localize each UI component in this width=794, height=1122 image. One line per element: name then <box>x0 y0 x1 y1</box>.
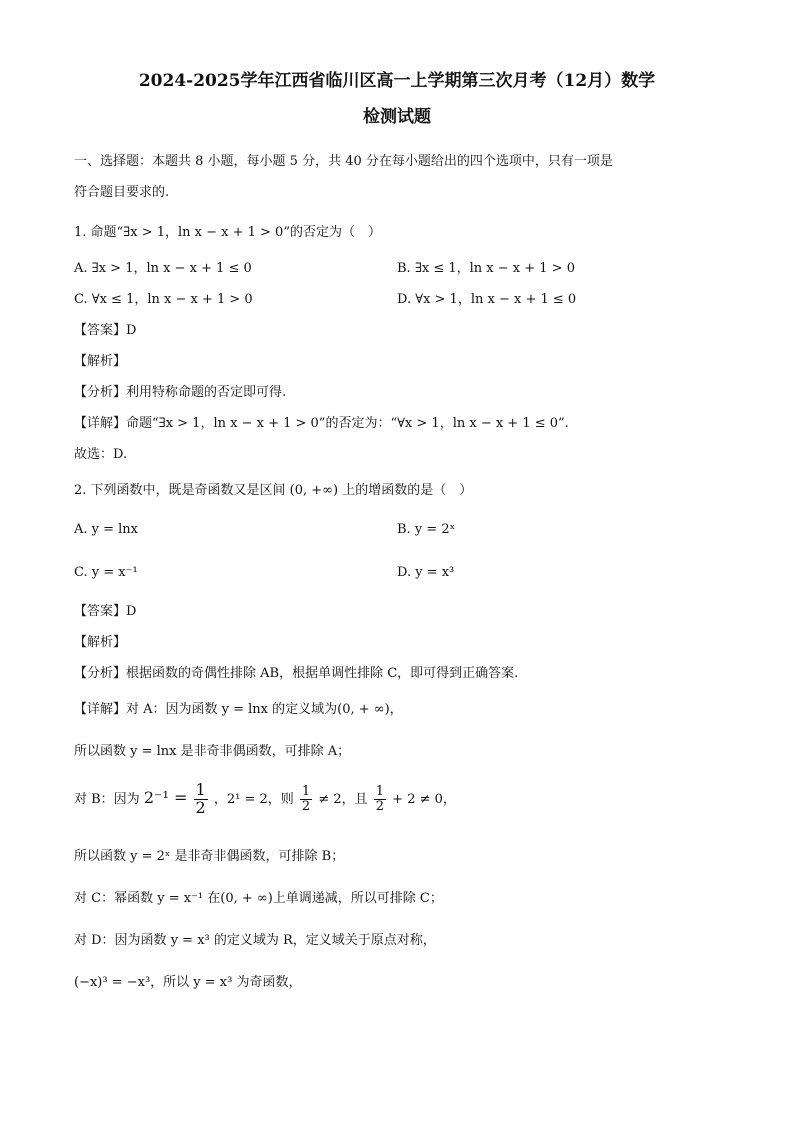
fraction-one-half-3 <box>374 785 386 813</box>
q2-stem: 2. 下列函数中，既是奇函数又是区间 (0, +∞) 上的增函数的是（ ） <box>74 483 473 498</box>
doc-title-line2: 检测试题 <box>363 107 431 127</box>
q1-guxuan: 故选：D. <box>74 447 128 462</box>
b-power: 2⁻¹ = <box>143 787 188 807</box>
q1-option-a: A. ∃x > 1，ln x − x + 1 ≤ 0 <box>74 261 252 276</box>
q1-option-b: B. ∃x ≤ 1，ln x − x + 1 > 0 <box>397 261 575 276</box>
q1-fenxi: 【分析】利用特称命题的否定即可得. <box>74 385 287 400</box>
q2-jiexi: 【解析】 <box>74 635 127 650</box>
q2-xiangjie-b <box>74 782 456 817</box>
q2-xiangjie-d1: 对 D：因为函数 y = x³ 的定义域为 R，定义域关于原点对称， <box>74 933 436 948</box>
q2-xiangjie-a: 【详解】对 A：因为函数 y = lnx 的定义域为(0, + ∞)， <box>74 702 403 717</box>
doc-title-line1: 2024-2025学年江西省临川区高一上学期第三次月考（12月）数学 <box>138 71 656 91</box>
b-prefix: 对 B：因为 <box>74 791 140 807</box>
q2-xiangjie-b2: 所以函数 y = 2ˣ 是非奇非偶函数，可排除 B； <box>74 849 345 864</box>
fraction-one-half-2 <box>300 785 312 813</box>
q2-option-c: C. y = x⁻¹ <box>74 565 138 580</box>
b-mid2: ≠ 2，且 <box>318 791 368 807</box>
q2-option-b: B. y = 2ˣ <box>397 522 456 537</box>
q2-option-a: A. y = lnx <box>74 522 139 537</box>
fraction-numerator-3: 1 <box>375 784 385 800</box>
q2-xiangjie-c: 对 C：幂函数 y = x⁻¹ 在(0, + ∞)上单调递减，所以可排除 C； <box>74 891 443 906</box>
q1-xiangjie: 【详解】命题“∃x > 1，ln x − x + 1 > 0”的否定为：“∀x > 1，ln x − x + 1 ≤ 0”. <box>74 416 569 431</box>
q2-xiangjie-a2: 所以函数 y = lnx 是非奇非偶函数，可排除 A； <box>74 744 351 759</box>
q2-option-d: D. y = x³ <box>397 565 455 580</box>
fraction-one-half <box>194 782 208 817</box>
fraction-denominator-3: 2 <box>375 798 385 814</box>
fraction-numerator-2: 1 <box>301 784 311 800</box>
fraction-denominator: 2 <box>195 797 206 817</box>
q1-answer: 【答案】D <box>74 323 137 338</box>
fraction-numerator: 1 <box>195 780 206 799</box>
section-heading-cont: 符合题目要求的. <box>74 185 170 200</box>
q1-option-c: C. ∀x ≤ 1，ln x − x + 1 > 0 <box>74 292 253 307</box>
q1-stem: 1. 命题“∃x > 1，ln x − x + 1 > 0”的否定为（ ） <box>74 225 381 240</box>
b-mid: ，2¹ = 2，则 <box>213 791 294 807</box>
fraction-denominator-2: 2 <box>301 798 311 814</box>
q2-fenxi: 【分析】根据函数的奇偶性排除 AB，根据单调性排除 C，即可得到正确答案. <box>74 666 519 681</box>
q2-answer: 【答案】D <box>74 604 137 619</box>
q2-xiangjie-d2: (−x)³ = −x³，所以 y = x³ 为奇函数， <box>74 975 302 990</box>
b-end: + 2 ≠ 0， <box>392 791 456 807</box>
q1-option-d: D. ∀x > 1，ln x − x + 1 ≤ 0 <box>397 292 577 307</box>
q1-jiexi: 【解析】 <box>74 354 127 369</box>
section-heading: 一、选择题：本题共 8 小题，每小题 5 分，共 40 分在每小题给出的四个选项中，只有一项是 <box>74 154 613 169</box>
